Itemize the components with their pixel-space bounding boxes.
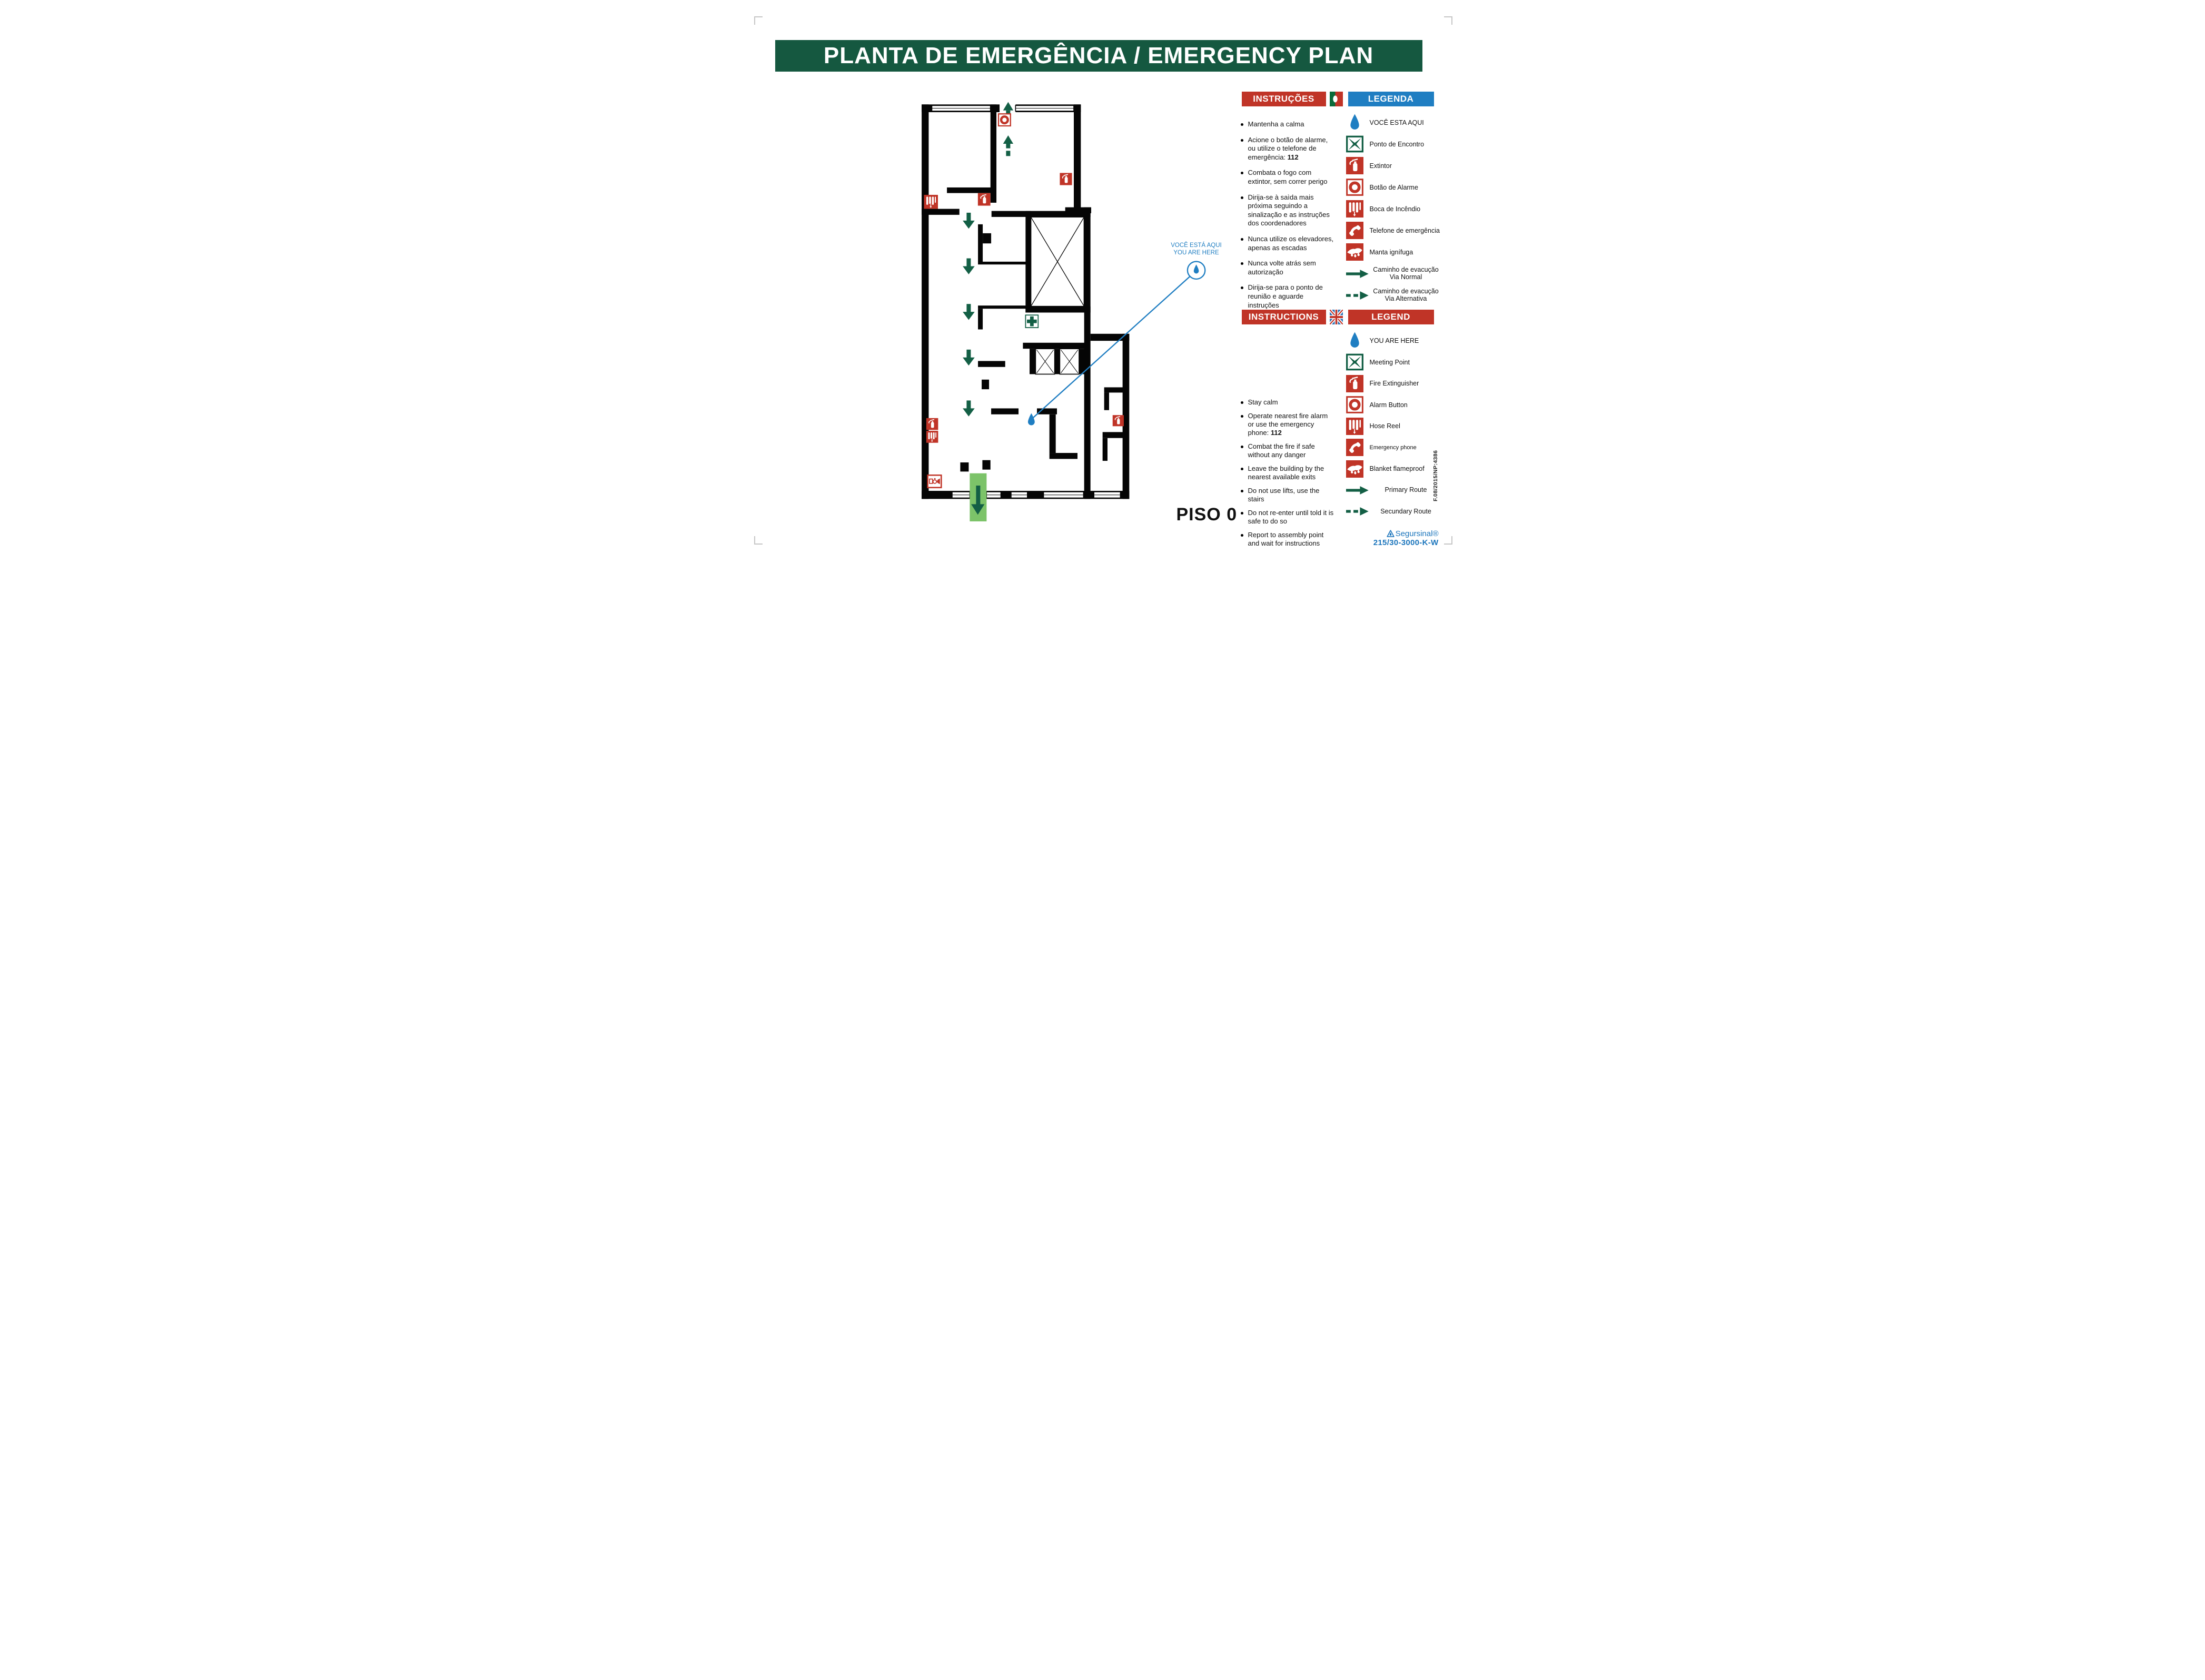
legend-item: Meeting Point: [1346, 352, 1440, 373]
drop-icon: [1346, 114, 1364, 132]
legend-item: Botão de Alarme: [1346, 176, 1440, 198]
extinguisher-icon: [1346, 374, 1364, 392]
instruction-item: Dirija-se à saìda mais próxima seguindo a sinalização e as instruções dos coordenadores: [1241, 193, 1334, 228]
bullet-icon: [1241, 534, 1243, 537]
phone-icon: [1346, 222, 1364, 240]
arrow-solid-icon: [1346, 481, 1369, 499]
instruction-item: Acione o botão de alarme, ou utilize o telefone de emergência: 112: [1241, 136, 1334, 162]
legend-item: Caminho de evacução Via Normal: [1346, 263, 1440, 284]
legend-item: Fire Extinguisher: [1346, 373, 1440, 394]
bullet-icon: [1241, 468, 1243, 470]
arrow-dashed-icon: [1346, 502, 1369, 520]
legend-item: Manta ignífuga: [1346, 241, 1440, 263]
legend-item: VOCÊ ESTA AQUI: [1346, 112, 1440, 133]
legend-item: Boca de Incêndio: [1346, 198, 1440, 220]
alarm-button-icon: [998, 114, 1010, 126]
pt-legend-header: [1348, 92, 1434, 106]
hose-reel-icon: [926, 431, 938, 443]
legend-item: Emergency phone: [1346, 437, 1440, 459]
drop-icon: [1346, 332, 1364, 350]
pt-legend-list: [1346, 112, 1440, 306]
alarm-button-icon: [1346, 179, 1364, 196]
legend-item: Blanket flameproof: [1346, 458, 1440, 480]
bullet-icon: [1241, 196, 1243, 199]
legend-item: Extintor: [1346, 155, 1440, 176]
floor-label: PISO 0: [1176, 505, 1238, 525]
legend-item: YOU ARE HERE: [1346, 330, 1440, 352]
instruction-item: Operate nearest fire alarm or use the emergency phone: 112: [1241, 412, 1334, 437]
fire-extinguisher-icon: [1112, 415, 1123, 426]
pt-instructions-list: [1241, 120, 1334, 317]
fire-extinguisher-icon: [977, 193, 990, 206]
bullet-icon: [1241, 512, 1243, 515]
legend-item: Ponto de Encontro: [1346, 133, 1440, 155]
bullet-icon: [1241, 401, 1243, 404]
portugal-flag-icon: [1330, 92, 1343, 106]
bullet-icon: [1241, 238, 1243, 241]
bullet-icon: [1241, 286, 1243, 289]
instruction-item: Nunca utilize os elevadores, apenas as escadas: [1241, 235, 1334, 252]
en-instructions-title: INSTRUCTIONS: [1248, 312, 1319, 322]
pt-legend-title: LEGENDA: [1368, 94, 1414, 104]
walls: [922, 104, 1129, 499]
bullet-icon: [1241, 123, 1243, 126]
document-reference: F.08/2015/NP:4386: [1432, 450, 1439, 501]
route-arrows: [963, 102, 1013, 417]
instruction-item: Dirija-se para o ponto de reunião e aguarde instruções: [1241, 283, 1334, 310]
stair-shaft: [1031, 217, 1084, 307]
bullet-icon: [1241, 262, 1243, 265]
you-are-here-drop-icon: [1027, 413, 1034, 426]
title-banner: [775, 40, 1422, 72]
en-legend-list: [1346, 330, 1440, 522]
bullet-icon: [1241, 446, 1243, 448]
crop-mark-icon: [754, 16, 763, 25]
instruction-item: Report to assembly point and wait for instructions: [1241, 531, 1334, 548]
legend-item: Secundary Route: [1346, 501, 1440, 522]
extinguisher-icon: [1346, 157, 1364, 175]
instruction-item: Do not use lifts, use the stairs: [1241, 487, 1334, 503]
callout-line-en: YOU ARE HERE: [1173, 250, 1219, 256]
instruction-item: Nunca volte atrás sem autorização: [1241, 259, 1334, 276]
crop-mark-icon: [1444, 536, 1452, 545]
legend-item: Telefone de emergência: [1346, 220, 1440, 241]
instruction-item: Combat the fire if safe without any danger: [1241, 442, 1334, 459]
blanket-icon: [1346, 243, 1364, 261]
phone-icon: [1346, 439, 1364, 457]
meeting-point-icon: [1346, 353, 1364, 371]
instruction-item: Mantenha a calma: [1241, 120, 1334, 129]
alarm-button-icon: [1346, 396, 1364, 414]
crop-mark-icon: [754, 536, 763, 545]
callout-line-pt: VOCÊ ESTÁ AQUI: [1171, 242, 1222, 249]
brand-logo-icon: [1387, 530, 1395, 538]
fire-extinguisher-icon: [926, 418, 938, 430]
instruction-item: Do not re-enter until told it is safe to do so: [1241, 509, 1334, 526]
bullet-icon: [1241, 415, 1243, 418]
first-aid-icon: [1025, 315, 1038, 328]
you-are-here-callout: [1171, 242, 1222, 256]
bullet-icon: [1241, 172, 1243, 174]
floor-plan: [919, 100, 1243, 522]
bullet-icon: [1241, 139, 1243, 142]
en-legend-header: [1348, 310, 1434, 324]
hose-reel-icon: [1346, 417, 1364, 435]
arrow-solid-icon: [1346, 265, 1369, 283]
legend-item: Alarm Button: [1346, 394, 1440, 416]
instruction-item: Stay calm: [1241, 398, 1334, 407]
legend-item: Hose Reel: [1346, 416, 1440, 437]
arrow-dashed-icon: [1346, 286, 1369, 304]
instruction-item: Leave the building by the nearest available exits: [1241, 465, 1334, 481]
page-title: PLANTA DE EMERGÊNCIA / EMERGENCY PLAN: [823, 43, 1374, 68]
brand-name: Segursinal®: [1395, 529, 1439, 538]
hose-reel-icon: [924, 195, 938, 209]
en-instructions-list: [1241, 398, 1334, 553]
instruction-item: Combata o fogo com extintor, sem correr perigo: [1241, 169, 1334, 186]
legend-item: Caminho de evacução Via Alternativa: [1346, 284, 1440, 306]
emergency-plan-poster: [735, 0, 1470, 560]
brand-code: 215/30-3000-K-W: [1373, 538, 1439, 547]
blanket-icon: [1346, 460, 1364, 478]
hose-reel-icon: [1346, 200, 1364, 218]
meeting-point-icon: [1346, 135, 1364, 153]
bullet-icon: [1241, 490, 1243, 492]
en-legend-title: LEGEND: [1371, 312, 1410, 322]
alarm-panel-icon: [927, 475, 941, 488]
fire-extinguisher-icon: [1060, 173, 1072, 185]
exit-band: [970, 473, 986, 521]
crop-mark-icon: [1444, 16, 1452, 25]
pt-instructions-header: [1242, 92, 1326, 106]
legend-item: Primary Route: [1346, 480, 1440, 501]
pt-instructions-title: INSTRUÇÕES: [1253, 94, 1314, 104]
brand-block: [1356, 529, 1439, 547]
